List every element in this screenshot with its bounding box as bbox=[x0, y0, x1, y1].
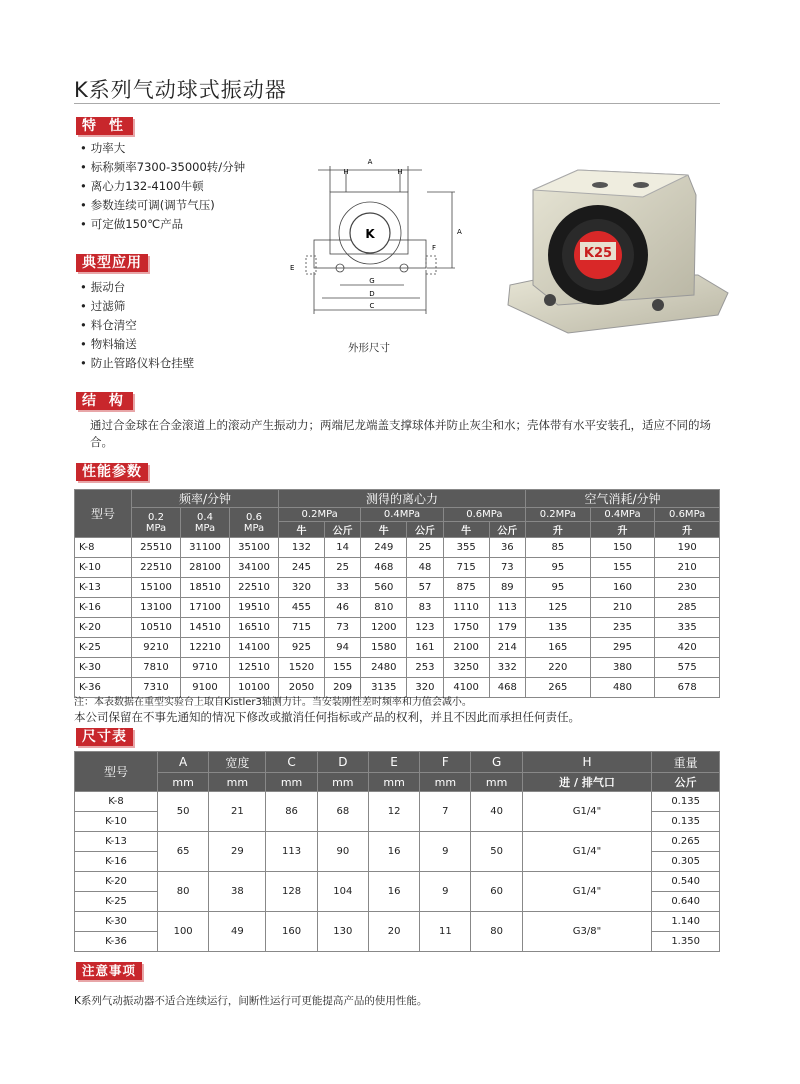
perf-value-cell: 10100 bbox=[230, 678, 279, 698]
perf-value-cell: 15100 bbox=[132, 578, 181, 598]
dims-value-cell: 50 bbox=[158, 792, 209, 832]
perf-force-col: 0.6MPa bbox=[443, 508, 525, 522]
perf-value-cell: 95 bbox=[526, 558, 591, 578]
perf-value-cell: 34100 bbox=[230, 558, 279, 578]
perf-value-cell: 16510 bbox=[230, 618, 279, 638]
label-h-right: H bbox=[397, 168, 403, 176]
perf-value-cell: 4100 bbox=[443, 678, 489, 698]
perf-value-cell: 123 bbox=[407, 618, 443, 638]
perf-value-cell: 10510 bbox=[132, 618, 181, 638]
dims-value-cell: G1/4" bbox=[522, 832, 652, 872]
perf-value-cell: 332 bbox=[489, 658, 525, 678]
dims-value-cell: 90 bbox=[317, 832, 368, 872]
dims-weight-cell: 1.350 bbox=[652, 932, 720, 952]
dims-col-header: E bbox=[368, 752, 419, 773]
perf-force-col: 0.2MPa bbox=[279, 508, 361, 522]
title-divider bbox=[74, 103, 720, 104]
perf-value-cell: 31100 bbox=[181, 538, 230, 558]
perf-value-cell: 132 bbox=[279, 538, 325, 558]
perf-header-force: 测得的离心力 bbox=[279, 490, 526, 508]
dims-value-cell: 100 bbox=[158, 912, 209, 952]
dims-model-cell: K-25 bbox=[75, 892, 158, 912]
perf-value-cell: 1200 bbox=[361, 618, 407, 638]
perf-value-cell: 810 bbox=[361, 598, 407, 618]
perf-freq-col: 0.4 MPa bbox=[181, 508, 230, 538]
table-row bbox=[75, 558, 720, 578]
dims-value-cell: 113 bbox=[266, 832, 317, 872]
dims-value-cell: 20 bbox=[368, 912, 419, 952]
table-row bbox=[75, 578, 720, 598]
dims-value-cell: 128 bbox=[266, 872, 317, 912]
perf-value-cell: 19510 bbox=[230, 598, 279, 618]
perf-value-cell: 73 bbox=[324, 618, 360, 638]
dims-unit-header: mm bbox=[420, 773, 471, 792]
dims-value-cell: 29 bbox=[209, 832, 266, 872]
dims-value-cell: 60 bbox=[471, 872, 522, 912]
table-row bbox=[75, 832, 720, 852]
dims-col-header: A bbox=[158, 752, 209, 773]
dims-weight-cell: 0.540 bbox=[652, 872, 720, 892]
perf-value-cell: 3250 bbox=[443, 658, 489, 678]
dims-weight-cell: 0.305 bbox=[652, 852, 720, 872]
perf-value-cell: 455 bbox=[279, 598, 325, 618]
perf-force-unit: 牛 bbox=[443, 522, 489, 538]
dims-value-cell: G3/8" bbox=[522, 912, 652, 952]
dims-value-cell: 80 bbox=[471, 912, 522, 952]
table-row bbox=[75, 538, 720, 558]
perf-value-cell: 85 bbox=[526, 538, 591, 558]
perf-value-cell: 320 bbox=[407, 678, 443, 698]
perf-value-cell: 335 bbox=[655, 618, 720, 638]
perf-value-cell: 220 bbox=[526, 658, 591, 678]
perf-value-cell: 14 bbox=[324, 538, 360, 558]
dims-unit-header: mm bbox=[266, 773, 317, 792]
dims-value-cell: 7 bbox=[420, 792, 471, 832]
perf-value-cell: 7310 bbox=[132, 678, 181, 698]
performance-table bbox=[74, 489, 720, 698]
features-heading: 特 性 bbox=[76, 117, 133, 135]
perf-value-cell: 35100 bbox=[230, 538, 279, 558]
perf-model-cell: K-8 bbox=[75, 538, 132, 558]
table-row bbox=[75, 598, 720, 618]
dims-value-cell: G1/4" bbox=[522, 792, 652, 832]
perf-value-cell: 161 bbox=[407, 638, 443, 658]
perf-value-cell: 245 bbox=[279, 558, 325, 578]
dims-value-cell: 38 bbox=[209, 872, 266, 912]
perf-value-cell: 12510 bbox=[230, 658, 279, 678]
perf-value-cell: 214 bbox=[489, 638, 525, 658]
perf-value-cell: 285 bbox=[655, 598, 720, 618]
perf-value-cell: 2050 bbox=[279, 678, 325, 698]
perf-value-cell: 715 bbox=[443, 558, 489, 578]
perf-value-cell: 575 bbox=[655, 658, 720, 678]
notice-text: K系列气动振动器不适合连续运行，间断性运行可更能提高产品的使用性能。 bbox=[74, 995, 428, 1007]
dims-header-model: 型号 bbox=[75, 752, 158, 792]
label-f: F bbox=[432, 244, 437, 252]
dims-model-cell: K-36 bbox=[75, 932, 158, 952]
perf-value-cell: 165 bbox=[526, 638, 591, 658]
dims-col-header: D bbox=[317, 752, 368, 773]
perf-value-cell: 875 bbox=[443, 578, 489, 598]
perf-freq-col: 0.6 MPa bbox=[230, 508, 279, 538]
perf-value-cell: 46 bbox=[324, 598, 360, 618]
dims-col-header: F bbox=[420, 752, 471, 773]
dimension-drawing bbox=[282, 152, 462, 327]
perf-value-cell: 113 bbox=[489, 598, 525, 618]
table-row bbox=[75, 912, 720, 932]
applications-heading: 典型应用 bbox=[76, 254, 148, 272]
dims-weight-cell: 0.265 bbox=[652, 832, 720, 852]
dims-value-cell: 16 bbox=[368, 872, 419, 912]
perf-value-cell: 1750 bbox=[443, 618, 489, 638]
perf-value-cell: 150 bbox=[590, 538, 655, 558]
perf-air-unit: 升 bbox=[526, 522, 591, 538]
perf-value-cell: 295 bbox=[590, 638, 655, 658]
dims-value-cell: 160 bbox=[266, 912, 317, 952]
perf-air-col: 0.4MPa bbox=[590, 508, 655, 522]
perf-value-cell: 89 bbox=[489, 578, 525, 598]
perf-value-cell: 265 bbox=[526, 678, 591, 698]
feature-item: • 参数连续可调(调节气压) bbox=[80, 196, 245, 215]
perf-value-cell: 22510 bbox=[132, 558, 181, 578]
label-h-left: H bbox=[343, 168, 349, 176]
dims-model-cell: K-8 bbox=[75, 792, 158, 812]
dims-value-cell: 11 bbox=[420, 912, 471, 952]
perf-value-cell: 1580 bbox=[361, 638, 407, 658]
perf-model-cell: K-25 bbox=[75, 638, 132, 658]
dims-value-cell: 49 bbox=[209, 912, 266, 952]
perf-model-cell: K-20 bbox=[75, 618, 132, 638]
perf-model-cell: K-13 bbox=[75, 578, 132, 598]
perf-value-cell: 1520 bbox=[279, 658, 325, 678]
perf-value-cell: 36 bbox=[489, 538, 525, 558]
perf-value-cell: 155 bbox=[590, 558, 655, 578]
perf-value-cell: 57 bbox=[407, 578, 443, 598]
perf-value-cell: 468 bbox=[361, 558, 407, 578]
dims-model-cell: K-10 bbox=[75, 812, 158, 832]
dims-col-header: G bbox=[471, 752, 522, 773]
dimensions-heading: 尺寸表 bbox=[76, 728, 133, 746]
perf-value-cell: 355 bbox=[443, 538, 489, 558]
perf-force-unit: 公斤 bbox=[407, 522, 443, 538]
perf-value-cell: 190 bbox=[655, 538, 720, 558]
application-item: • 料仓清空 bbox=[80, 316, 194, 335]
perf-value-cell: 17100 bbox=[181, 598, 230, 618]
dims-unit-header: mm bbox=[368, 773, 419, 792]
perf-force-unit: 公斤 bbox=[324, 522, 360, 538]
dims-model-cell: K-16 bbox=[75, 852, 158, 872]
perf-value-cell: 48 bbox=[407, 558, 443, 578]
perf-value-cell: 25 bbox=[324, 558, 360, 578]
perf-value-cell: 2480 bbox=[361, 658, 407, 678]
dims-value-cell: 12 bbox=[368, 792, 419, 832]
perf-value-cell: 560 bbox=[361, 578, 407, 598]
dims-value-cell: 104 bbox=[317, 872, 368, 912]
dims-value-cell: 130 bbox=[317, 912, 368, 952]
perf-header-model: 型号 bbox=[75, 490, 132, 538]
notice-heading: 注意事项 bbox=[76, 962, 142, 980]
dims-unit-header: mm bbox=[471, 773, 522, 792]
perf-freq-col: 0.2 MPa bbox=[132, 508, 181, 538]
perf-value-cell: 13100 bbox=[132, 598, 181, 618]
perf-value-cell: 3135 bbox=[361, 678, 407, 698]
dims-col-header: 重量 bbox=[652, 752, 720, 773]
perf-value-cell: 14100 bbox=[230, 638, 279, 658]
dims-value-cell: 16 bbox=[368, 832, 419, 872]
dims-value-cell: 86 bbox=[266, 792, 317, 832]
application-item: • 振动台 bbox=[80, 278, 194, 297]
table-row bbox=[75, 872, 720, 892]
dims-weight-cell: 0.640 bbox=[652, 892, 720, 912]
perf-force-col: 0.4MPa bbox=[361, 508, 443, 522]
features-list bbox=[80, 139, 245, 234]
label-g: G bbox=[369, 277, 375, 285]
feature-item: • 标称频率7300-35000转/分钟 bbox=[80, 158, 245, 177]
table-row bbox=[75, 658, 720, 678]
perf-value-cell: 480 bbox=[590, 678, 655, 698]
perf-air-unit: 升 bbox=[590, 522, 655, 538]
feature-item: • 可定做150℃产品 bbox=[80, 215, 245, 234]
perf-value-cell: 95 bbox=[526, 578, 591, 598]
perf-header-freq: 频率/分钟 bbox=[132, 490, 279, 508]
product-image bbox=[498, 155, 734, 335]
perf-force-unit: 牛 bbox=[361, 522, 407, 538]
perf-model-cell: K-10 bbox=[75, 558, 132, 578]
perf-value-cell: 9710 bbox=[181, 658, 230, 678]
dims-unit-header: 公斤 bbox=[652, 773, 720, 792]
perf-value-cell: 135 bbox=[526, 618, 591, 638]
dims-model-cell: K-13 bbox=[75, 832, 158, 852]
label-e: E bbox=[290, 264, 295, 272]
dims-value-cell: 40 bbox=[471, 792, 522, 832]
dims-value-cell: 21 bbox=[209, 792, 266, 832]
dims-unit-header: mm bbox=[209, 773, 266, 792]
perf-model-cell: K-16 bbox=[75, 598, 132, 618]
perf-value-cell: 22510 bbox=[230, 578, 279, 598]
perf-model-cell: K-36 bbox=[75, 678, 132, 698]
perf-value-cell: 83 bbox=[407, 598, 443, 618]
application-item: • 物料输送 bbox=[80, 335, 194, 354]
dims-unit-header: 进 / 排气口 bbox=[522, 773, 652, 792]
perf-value-cell: 249 bbox=[361, 538, 407, 558]
perf-value-cell: 155 bbox=[324, 658, 360, 678]
perf-value-cell: 33 bbox=[324, 578, 360, 598]
perf-model-cell: K-30 bbox=[75, 658, 132, 678]
dims-value-cell: 9 bbox=[420, 872, 471, 912]
perf-air-col: 0.2MPa bbox=[526, 508, 591, 522]
perf-value-cell: 209 bbox=[324, 678, 360, 698]
perf-value-cell: 179 bbox=[489, 618, 525, 638]
dims-col-header: C bbox=[266, 752, 317, 773]
perf-force-unit: 公斤 bbox=[489, 522, 525, 538]
perf-value-cell: 210 bbox=[590, 598, 655, 618]
perf-force-unit: 牛 bbox=[279, 522, 325, 538]
dims-value-cell: 9 bbox=[420, 832, 471, 872]
perf-value-cell: 420 bbox=[655, 638, 720, 658]
perf-value-cell: 320 bbox=[279, 578, 325, 598]
table-row bbox=[75, 638, 720, 658]
perf-value-cell: 1110 bbox=[443, 598, 489, 618]
perf-value-cell: 160 bbox=[590, 578, 655, 598]
perf-value-cell: 925 bbox=[279, 638, 325, 658]
dims-value-cell: 50 bbox=[471, 832, 522, 872]
product-model-label: K25 bbox=[583, 246, 613, 261]
perf-value-cell: 230 bbox=[655, 578, 720, 598]
perf-value-cell: 14510 bbox=[181, 618, 230, 638]
perf-value-cell: 125 bbox=[526, 598, 591, 618]
dims-model-cell: K-30 bbox=[75, 912, 158, 932]
perf-value-cell: 28100 bbox=[181, 558, 230, 578]
application-item: • 过滤筛 bbox=[80, 297, 194, 316]
dims-weight-cell: 0.135 bbox=[652, 792, 720, 812]
test-note: 注：本表数据在重型实验台上取自Kistler3轴测力计。当安装刚性差时频率和力值会减小。 bbox=[74, 697, 472, 708]
disclaimer: 本公司保留在不事先通知的情况下修改或撤消任何指标或产品的权利，并且不因此而承担任何责任。 bbox=[74, 710, 580, 724]
label-a-top: A bbox=[367, 158, 373, 166]
perf-value-cell: 468 bbox=[489, 678, 525, 698]
perf-value-cell: 18510 bbox=[181, 578, 230, 598]
dims-col-header: 宽度 bbox=[209, 752, 266, 773]
perf-value-cell: 380 bbox=[590, 658, 655, 678]
table-row bbox=[75, 792, 720, 812]
perf-value-cell: 7810 bbox=[132, 658, 181, 678]
perf-value-cell: 25510 bbox=[132, 538, 181, 558]
performance-heading: 性能参数 bbox=[76, 463, 148, 481]
label-c: C bbox=[369, 302, 375, 310]
dims-weight-cell: 1.140 bbox=[652, 912, 720, 932]
perf-value-cell: 678 bbox=[655, 678, 720, 698]
perf-value-cell: 25 bbox=[407, 538, 443, 558]
perf-value-cell: 9100 bbox=[181, 678, 230, 698]
perf-value-cell: 210 bbox=[655, 558, 720, 578]
perf-header-air: 空气消耗/分钟 bbox=[526, 490, 720, 508]
drawing-caption: 外形尺寸 bbox=[348, 342, 390, 354]
label-a-side: A bbox=[457, 228, 462, 236]
structure-text: 通过合金球在合金滚道上的滚动产生振动力；两端尼龙端盖支撑球体并防止灰尘和水；壳体带有水平安装孔，适应不同的场合。 bbox=[90, 418, 711, 449]
perf-value-cell: 73 bbox=[489, 558, 525, 578]
structure-heading: 结 构 bbox=[76, 392, 133, 410]
label-d: D bbox=[369, 290, 375, 298]
perf-value-cell: 253 bbox=[407, 658, 443, 678]
perf-value-cell: 235 bbox=[590, 618, 655, 638]
dims-unit-header: mm bbox=[317, 773, 368, 792]
perf-value-cell: 94 bbox=[324, 638, 360, 658]
table-row bbox=[75, 618, 720, 638]
feature-item: • 离心力132-4100牛顿 bbox=[80, 177, 245, 196]
label-k: K bbox=[365, 227, 375, 241]
dims-col-header: H bbox=[522, 752, 652, 773]
applications-list bbox=[80, 278, 194, 373]
dims-value-cell: 68 bbox=[317, 792, 368, 832]
dims-weight-cell: 0.135 bbox=[652, 812, 720, 832]
dims-model-cell: K-20 bbox=[75, 872, 158, 892]
perf-value-cell: 715 bbox=[279, 618, 325, 638]
page-title: K系列气动球式振动器 bbox=[74, 78, 287, 102]
dims-value-cell: 65 bbox=[158, 832, 209, 872]
application-item: • 防止管路仪料仓挂壁 bbox=[80, 354, 194, 373]
perf-value-cell: 12210 bbox=[181, 638, 230, 658]
dims-value-cell: 80 bbox=[158, 872, 209, 912]
perf-air-unit: 升 bbox=[655, 522, 720, 538]
dims-unit-header: mm bbox=[158, 773, 209, 792]
dimensions-table bbox=[74, 751, 720, 952]
dims-value-cell: G1/4" bbox=[522, 872, 652, 912]
perf-value-cell: 9210 bbox=[132, 638, 181, 658]
perf-air-col: 0.6MPa bbox=[655, 508, 720, 522]
perf-value-cell: 2100 bbox=[443, 638, 489, 658]
feature-item: • 功率大 bbox=[80, 139, 245, 158]
